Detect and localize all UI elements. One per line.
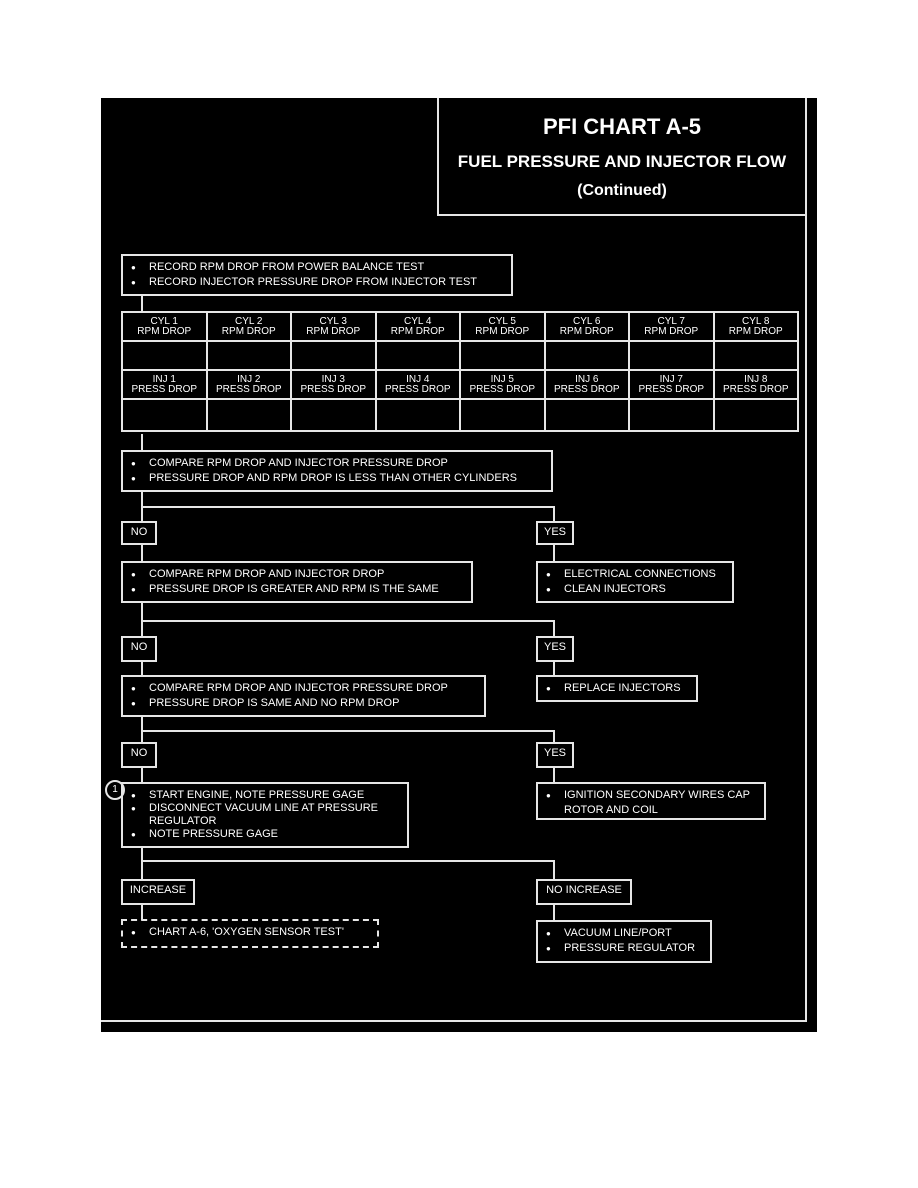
connector (553, 860, 555, 880)
step2-box (121, 561, 473, 603)
step3-no-tag: NO (121, 742, 157, 768)
grid-cell: CYL 7 RPM DROP (629, 312, 714, 341)
step1-box (121, 450, 553, 492)
result-item-continued: ROTOR AND COIL (564, 804, 658, 816)
grid-cell-blank (207, 399, 292, 431)
grid-cell-blank (122, 399, 207, 431)
grid-cell-blank (376, 399, 461, 431)
result-item: ● CLEAN INJECTORS (546, 582, 724, 597)
grid-cell-blank (629, 341, 714, 370)
grid-cell: CYL 8 RPM DROP (714, 312, 799, 341)
step1-item: ● PRESSURE DROP AND RPM DROP IS LESS THAN OTHER CYLINDERS (131, 471, 543, 486)
connector (141, 848, 143, 880)
step1-item: ● COMPARE RPM DROP AND INJECTOR PRESSURE DROP (131, 456, 543, 471)
step3-item: ● PRESSURE DROP IS SAME AND NO RPM DROP (131, 696, 476, 711)
grid-cell: INJ 5 PRESS DROP (460, 370, 545, 399)
result-item: ● REPLACE INJECTORS (546, 681, 688, 696)
chart-note: (Continued) (577, 182, 667, 199)
grid-cell: CYL 3 RPM DROP (291, 312, 376, 341)
grid-cell-blank (460, 341, 545, 370)
step4-item-continued: REGULATOR (149, 815, 217, 827)
grid-cell: INJ 2 PRESS DROP (207, 370, 292, 399)
title-block (437, 98, 805, 216)
connector (141, 545, 143, 562)
step3-yes-box (536, 782, 766, 820)
grid-cell-blank (545, 341, 630, 370)
step2-yes-box (536, 675, 698, 702)
connector (141, 662, 143, 676)
increase-box (121, 919, 379, 948)
measurement-grid (121, 311, 799, 432)
connector (141, 768, 143, 783)
grid-cell: INJ 6 PRESS DROP (545, 370, 630, 399)
step1-no-tag: NO (121, 521, 157, 545)
connector (553, 768, 555, 783)
grid-cell: CYL 2 RPM DROP (207, 312, 292, 341)
step2-yes-tag: YES (536, 636, 574, 662)
grid-cell: CYL 6 RPM DROP (545, 312, 630, 341)
grid-cell-blank (714, 399, 799, 431)
branch-line (141, 730, 555, 732)
result-item: ● ELECTRICAL CONNECTIONS (546, 567, 724, 582)
record-box (121, 254, 513, 296)
grid-cell-blank (629, 399, 714, 431)
increase-tag: INCREASE (121, 879, 195, 905)
chart-frame (101, 98, 807, 1022)
chart-panel (101, 98, 817, 1032)
grid-cell: CYL 4 RPM DROP (376, 312, 461, 341)
chart-subtitle: FUEL PRESSURE AND INJECTOR FLOW (457, 152, 787, 171)
result-item: ● PRESSURE REGULATOR (546, 941, 702, 956)
result-item: ● IGNITION SECONDARY WIRES CAP (546, 788, 756, 803)
step4-item: ● START ENGINE, NOTE PRESSURE GAGE (131, 789, 399, 802)
branch-line (141, 860, 555, 862)
grid-cell: INJ 4 PRESS DROP (376, 370, 461, 399)
record-item: ● RECORD RPM DROP FROM POWER BALANCE TEST (131, 260, 503, 275)
connector (141, 434, 143, 451)
step1-yes-tag: YES (536, 521, 574, 545)
step4-box (121, 782, 409, 848)
grid-cell: INJ 3 PRESS DROP (291, 370, 376, 399)
step4-item: ● DISCONNECT VACUUM LINE AT PRESSURE (131, 802, 399, 815)
grid-cell-blank (460, 399, 545, 431)
grid-cell: CYL 1 RPM DROP (122, 312, 207, 341)
grid-cell-blank (714, 341, 799, 370)
grid-cell-blank (291, 399, 376, 431)
step2-no-tag: NO (121, 636, 157, 662)
step3-box (121, 675, 486, 717)
grid-cell: INJ 7 PRESS DROP (629, 370, 714, 399)
grid-cell-blank (122, 341, 207, 370)
connector (553, 662, 555, 676)
step1-yes-box (536, 561, 734, 603)
grid-cell-blank (545, 399, 630, 431)
connector (553, 545, 555, 562)
step2-item: ● COMPARE RPM DROP AND INJECTOR DROP (131, 567, 463, 582)
record-item: ● RECORD INJECTOR PRESSURE DROP FROM INJECTOR TEST (131, 275, 503, 290)
step4-item: ● NOTE PRESSURE GAGE (131, 828, 399, 841)
connector (553, 620, 555, 637)
connector (141, 905, 143, 920)
step2-item: ● PRESSURE DROP IS GREATER AND RPM IS THE SAME (131, 582, 463, 597)
branch-line (141, 620, 555, 622)
grid-cell: CYL 5 RPM DROP (460, 312, 545, 341)
connector (553, 905, 555, 920)
connector (553, 506, 555, 522)
step3-item: ● COMPARE RPM DROP AND INJECTOR PRESSURE DROP (131, 681, 476, 696)
no-increase-tag: NO INCREASE (536, 879, 632, 905)
result-item: ● VACUUM LINE/PORT (546, 926, 702, 941)
grid-cell: INJ 1 PRESS DROP (122, 370, 207, 399)
step-marker: 1 (105, 780, 125, 800)
step3-yes-tag: YES (536, 742, 574, 768)
grid-cell-blank (207, 341, 292, 370)
chart-title: PFI CHART A-5 (542, 114, 702, 139)
grid-cell-blank (376, 341, 461, 370)
grid-cell-blank (291, 341, 376, 370)
no-increase-box (536, 920, 712, 963)
connector (141, 296, 143, 312)
result-item: ● CHART A-6, 'OXYGEN SENSOR TEST' (131, 925, 369, 940)
branch-line (141, 506, 555, 508)
grid-cell: INJ 8 PRESS DROP (714, 370, 799, 399)
